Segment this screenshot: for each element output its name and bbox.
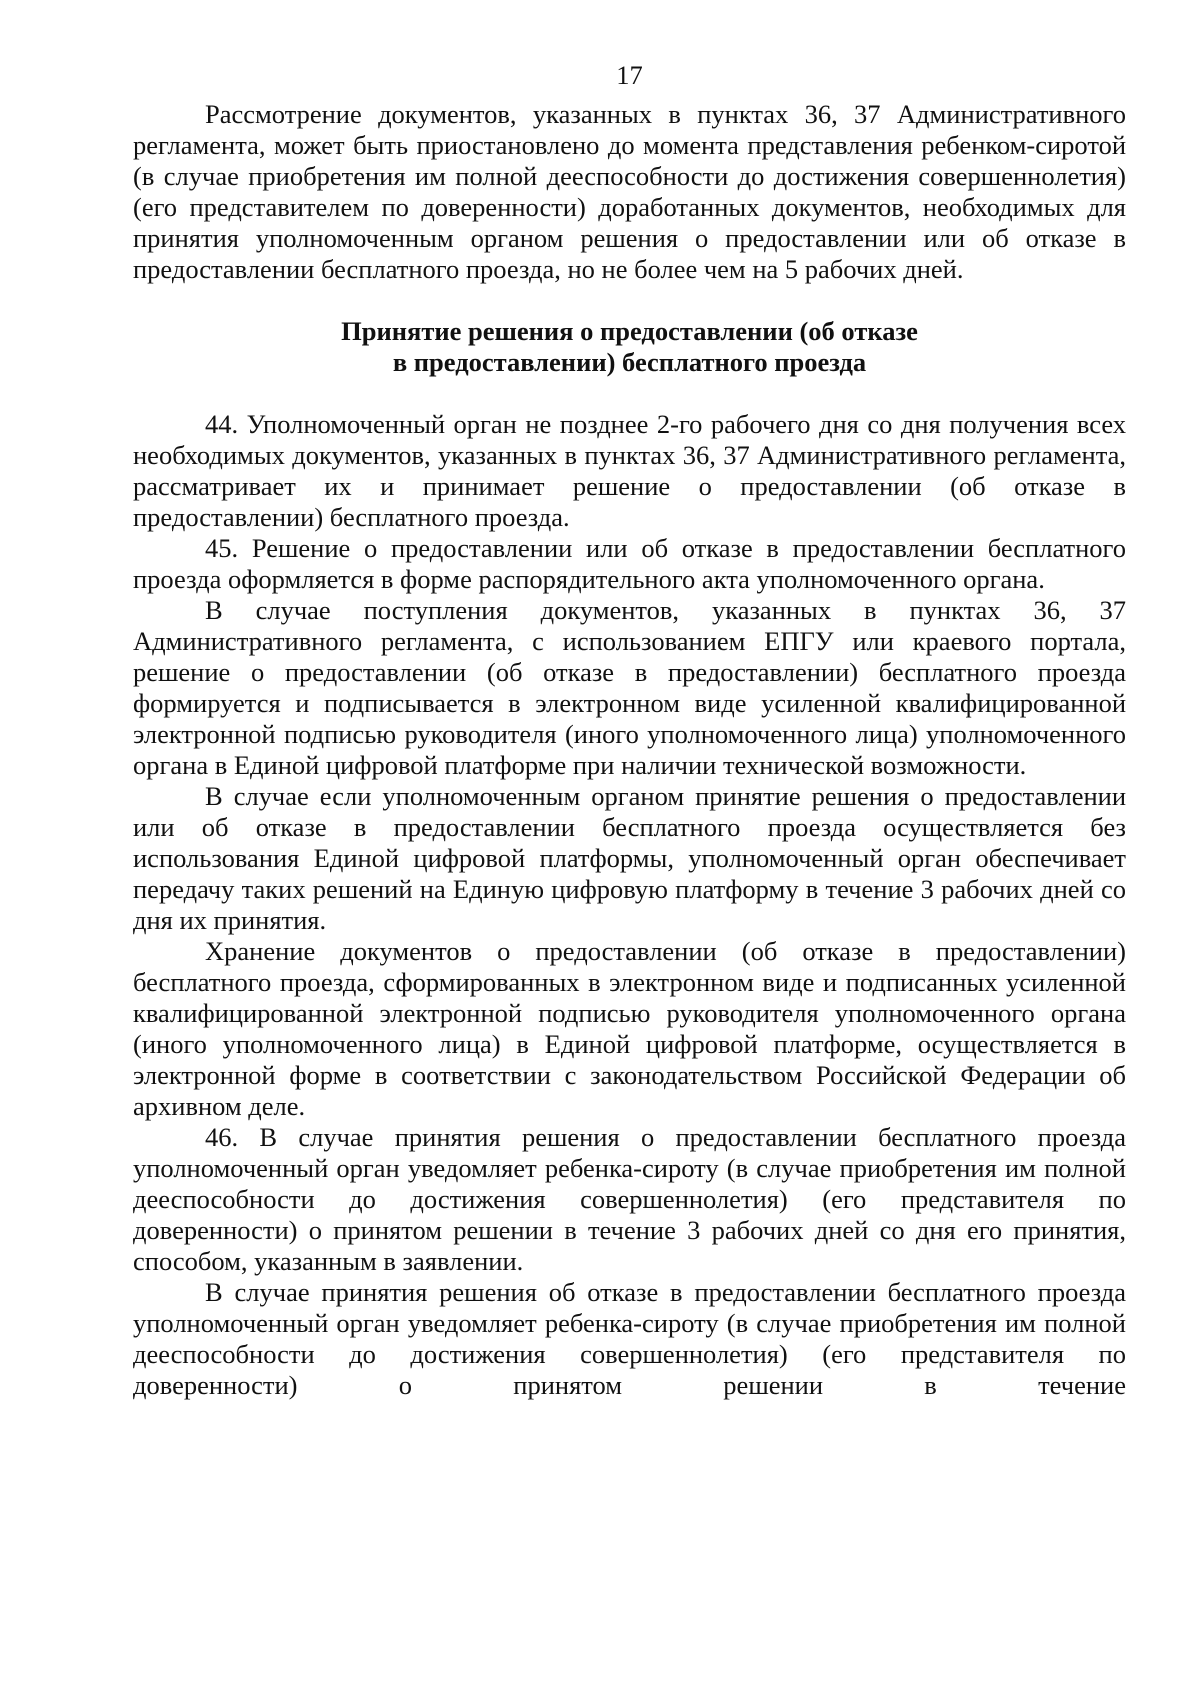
paragraph-46: 46. В случае принятия решения о предоставлении бесплатного проезда уполномоченный орган уведомляет ребенка-сироту (в случае приобретения им полной дееспособности до достижения совершеннолетия) (его представителя по доверенности) о принятом решении в течение 3 рабочих дней со дня его принятия, способом, указанным в заявлении. [133,1122,1126,1276]
paragraph-44: 44. Уполномоченный орган не позднее 2-го рабочего дня со дня получения всех необходимых документов, указанных в пунктах 36, 37 Административного регламента, рассматривает их и принимает решение о предоставлении (об отказе в предоставлении) бесплатного проезда. [133,409,1126,532]
paragraph-storage: Хранение документов о предоставлении (об отказе в предоставлении) бесплатного проезда, сформированных в электронном виде и подписанных усиленной квалифицированной электронной подписью руководителя уполномоченного органа (иного уполномоченного лица) в Единой цифровой платформе, осуществляется в электронной форме в соответствии с законодательством Российской Федерации об архивном деле. [133,936,1126,1121]
section-heading-line-1: Принятие решения о предоставлении (об отказе [341,316,918,346]
section-heading [133,316,1126,378]
paragraph-without-platform: В случае если уполномоченным органом принятие решения о предоставлении или об отказе в предоставлении бесплатного проезда осуществляется без использования Единой цифровой платформы, уполномоченный орган обеспечивает передачу таких решений на Единую цифровую платформу в течение 3 рабочих дней со дня их принятия. [133,781,1126,935]
paragraph-epgu-decision: В случае поступления документов, указанных в пунктах 36, 37 Административного регламента, с использованием ЕПГУ или краевого портала, решение о предоставлении (об отказе в предоставлении) бесплатного проезда формируется и подписывается в электронном виде усиленной квалифицированной электронной подписью руководителя (иного уполномоченного лица) уполномоченного органа в Единой цифровой платформе при наличии технической возможности. [133,595,1126,780]
section-heading-line-2: в предоставлении) бесплатного проезда [392,347,867,377]
paragraph-45: 45. Решение о предоставлении или об отказе в предоставлении бесплатного проезда оформляется в форме распорядительного акта уполномоченного органа. [133,533,1126,594]
paragraph-suspension: Рассмотрение документов, указанных в пунктах 36, 37 Административного регламента, может быть приостановлено до момента представления ребенком-сиротой (в случае приобретения им полной дееспособности до достижения совершеннолетия) (его представителем по доверенности) доработанных документов, необходимых для принятия уполномоченным органом решения о предоставлении или об отказе в предоставлении бесплатного проезда, но не более чем на 5 рабочих дней. [133,99,1126,284]
paragraph-refusal-notice: В случае принятия решения об отказе в предоставлении бесплатного проезда уполномоченный орган уведомляет ребенка-сироту (в случае приобретения им полной дееспособности до достижения совершеннолетия) (его представителя по доверенности) о принятом решении в течение [133,1277,1126,1400]
page-number: 17 [616,60,643,90]
